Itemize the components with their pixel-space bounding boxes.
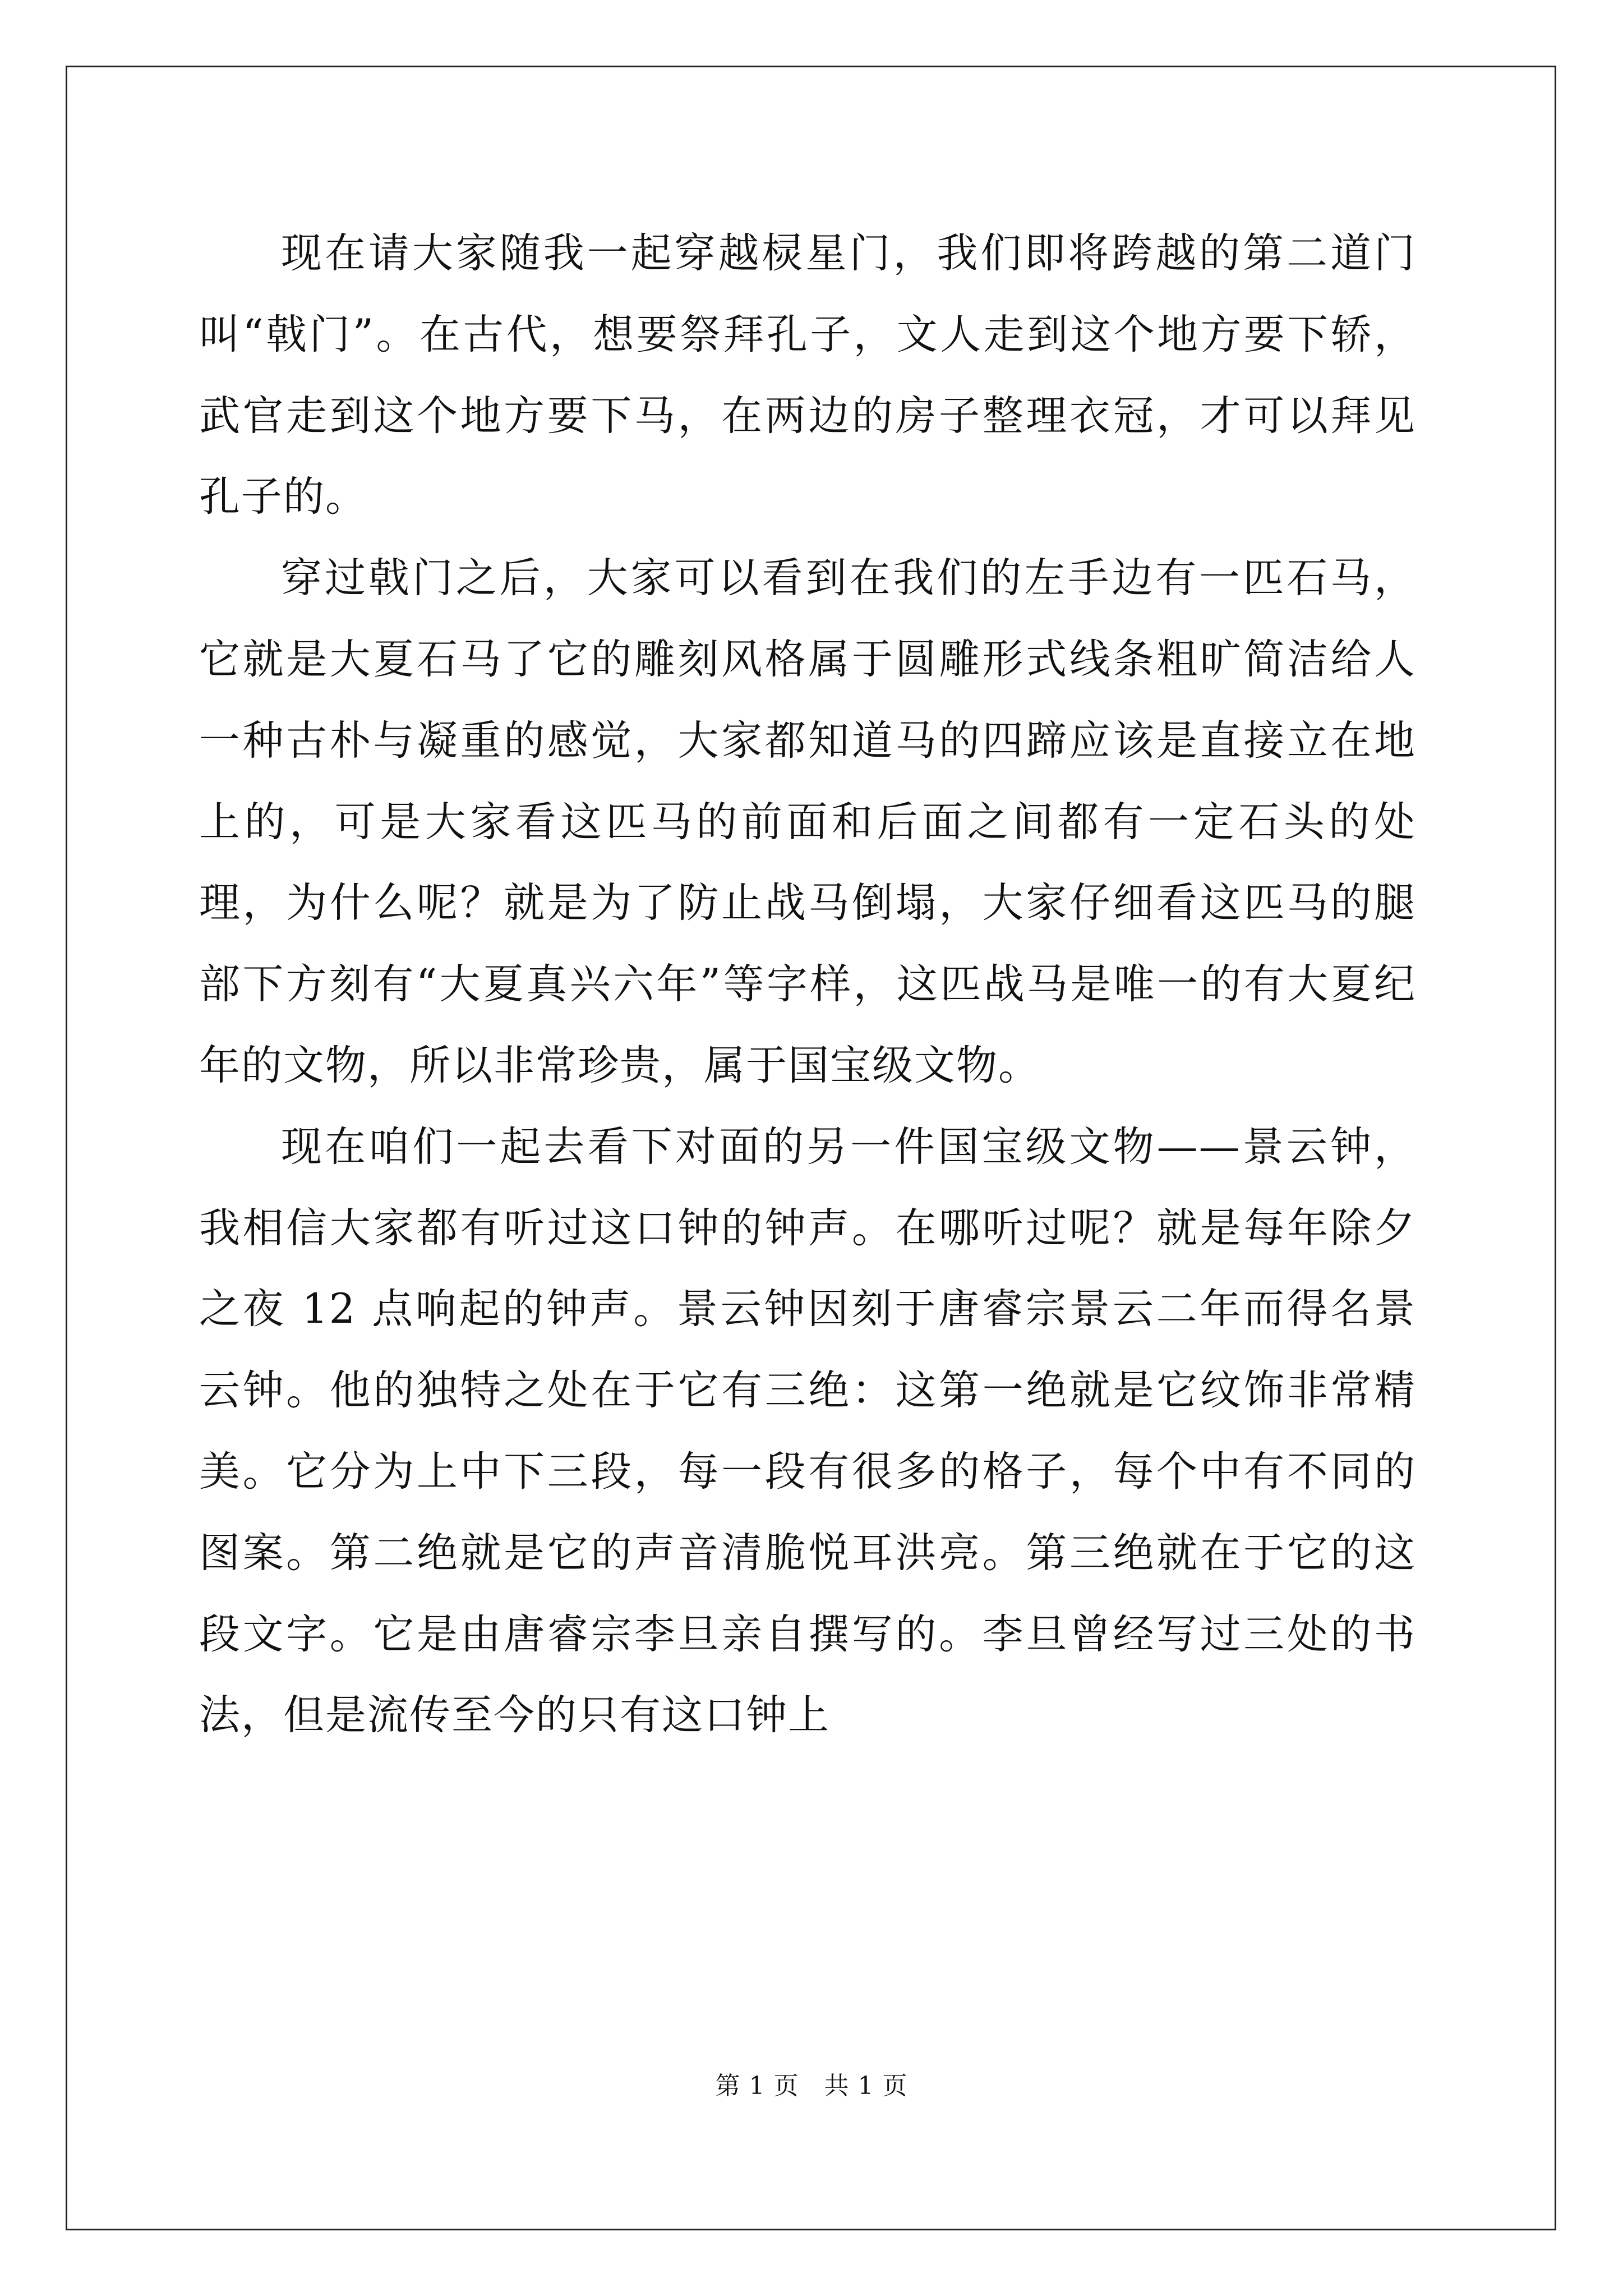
paragraph-2: 穿过戟门之后，大家可以看到在我们的左手边有一匹石马，它就是大夏石马了它的雕刻风格属于圆雕形式线条粗旷简洁给人一种古朴与凝重的感觉，大家都知道马的四蹄应该是直接立在地上的，可是大家看这匹马的前面和后面之间都有一定石头的处理，为什么呢？就是为了防止战马倒塌，大家仔细看这匹马的腿部下方刻有“大夏真兴六年”等字样，这匹战马是唯一的有大夏纪年的文物，所以非常珍贵，属于国宝级文物。 <box>199 554 1416 1089</box>
paragraph-3: 现在咱们一起去看下对面的另一件国宝级文物——景云钟，我相信大家都有听过这口钟的钟声。在哪听过呢？就是每年除夕之夜 12 点响起的钟声。景云钟因刻于唐睿宗景云二年而得名景云钟。他的独特之处在于它有三绝：这第一绝就是它纹饰非常精美。它分为上中下三段，每一段有很多的格子，每个中有不同的图案。第二绝就是它的声音清脆悦耳洪亮。第三绝就在于它的这段文字。它是由唐睿宗李旦亲自撰写的。李旦曾经写过三处的书法，但是流传至今的只有这口钟上 <box>199 1122 1416 1740</box>
document-body <box>199 213 1416 1756</box>
page-number-footer: 第 1 页 共 1 页 <box>715 2072 908 2100</box>
paragraph-1: 现在请大家随我一起穿越棂星门，我们即将跨越的第二道门叫“戟门”。在古代，想要祭拜孔子，文人走到这个地方要下轿，武官走到这个地方要下马，在两边的房子整理衣冠，才可以拜见孔子的。 <box>199 229 1416 521</box>
